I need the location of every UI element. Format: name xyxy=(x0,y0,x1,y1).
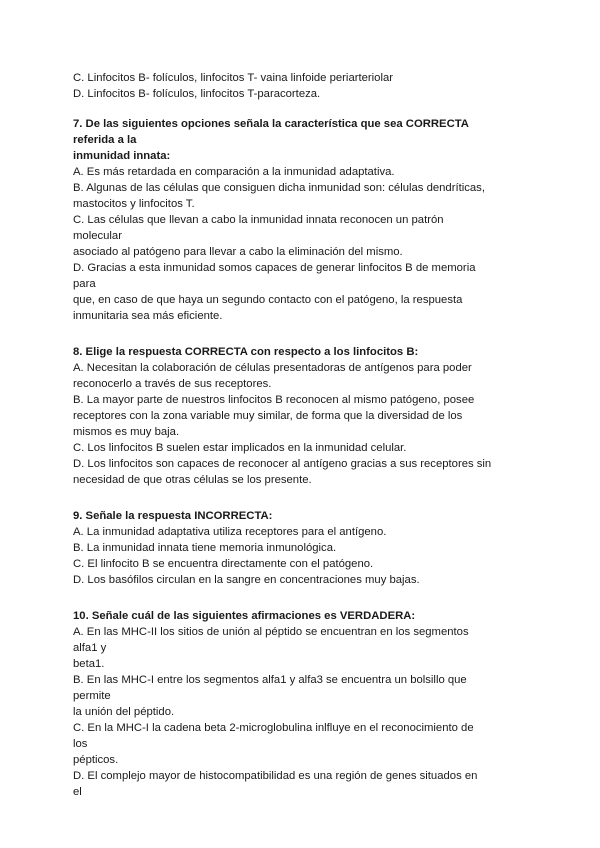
question-title-line: 7. De las siguientes opciones señala la característica que sea CORRECTA xyxy=(73,118,469,130)
question-title-line: inmunidad innata: xyxy=(73,150,171,162)
option-line: para xyxy=(73,278,96,290)
option-line: mastocitos y linfocitos T. xyxy=(73,198,195,210)
option-line: el xyxy=(73,786,82,798)
question-7 xyxy=(73,116,533,324)
question-title xyxy=(73,344,533,360)
question-title xyxy=(73,608,533,624)
option-line: los xyxy=(73,738,88,750)
option-line: pépticos. xyxy=(73,754,119,766)
question-title xyxy=(73,508,533,524)
question-title-line: referida a la xyxy=(73,134,137,146)
question-title-line: 8. Elige la respuesta CORRECTA con respecto a los linfocitos B: xyxy=(73,346,419,358)
option-line: D. Gracias a esta inmunidad somos capaces de generar linfocitos B de memoria xyxy=(73,262,476,274)
option-line: C. Las células que llevan a cabo la inmunidad innata reconocen un patrón xyxy=(73,214,444,226)
option-line: beta1. xyxy=(73,658,105,670)
option-line: D. Linfocitos B- folículos, linfocitos T-paracorteza. xyxy=(73,88,321,100)
option-line: A. Es más retardada en comparación a la inmunidad adaptativa. xyxy=(73,166,395,178)
option-line: B. Algunas de las células que consiguen dicha inmunidad son: células dendríticas, xyxy=(73,182,485,194)
option-line: receptores con la zona variable muy similar, de forma que la diversidad de los xyxy=(73,410,463,422)
option-line: C. El linfocito B se encuentra directamente con el patógeno. xyxy=(73,558,374,570)
option-line: asociado al patógeno para llevar a cabo la eliminación del mismo. xyxy=(73,246,403,258)
option-line: D. Los linfocitos son capaces de reconocer al antígeno gracias a sus receptores sin xyxy=(73,458,492,470)
option-line: molecular xyxy=(73,230,122,242)
option-line: B. La mayor parte de nuestros linfocitos B reconocen al mismo patógeno, posee xyxy=(73,394,475,406)
option-line: A. Necesitan la colaboración de células presentadoras de antígenos para poder xyxy=(73,362,472,374)
option-line: mismos es muy baja. xyxy=(73,426,180,438)
option-line: necesidad de que otras células se los presente. xyxy=(73,474,312,486)
document-page xyxy=(73,70,533,800)
option-line: C. Los linfocitos B suelen estar implicados en la inmunidad celular. xyxy=(73,442,407,454)
option-line: B. En las MHC-I entre los segmentos alfa1 y alfa3 se encuentra un bolsillo que xyxy=(73,674,467,686)
option-line: D. Los basófilos circulan en la sangre en concentraciones muy bajas. xyxy=(73,574,420,586)
option-line: A. En las MHC-II los sitios de unión al péptido se encuentran en los segmentos xyxy=(73,626,469,638)
option-line: D. El complejo mayor de histocompatibilidad es una región de genes situados en xyxy=(73,770,478,782)
question-title-line: 10. Señale cuál de las siguientes afirmaciones es VERDADERA: xyxy=(73,610,416,622)
question-title-line: 9. Señale la respuesta INCORRECTA: xyxy=(73,510,273,522)
question-9 xyxy=(73,508,533,588)
option-line: B. La inmunidad innata tiene memoria inmunológica. xyxy=(73,542,337,554)
question-title xyxy=(73,116,533,164)
option-line: permite xyxy=(73,690,111,702)
option-line: A. La inmunidad adaptativa utiliza receptores para el antígeno. xyxy=(73,526,387,538)
question-10 xyxy=(73,608,533,800)
option-line: alfa1 y xyxy=(73,642,107,654)
option-line: C. Linfocitos B- folículos, linfocitos T- vaina linfoide periarteriolar xyxy=(73,72,394,84)
option-line: inmunitaria sea más eficiente. xyxy=(73,310,223,322)
question-8 xyxy=(73,344,533,488)
option-line: la unión del péptido. xyxy=(73,706,175,718)
option-line: que, en caso de que haya un segundo contacto con el patógeno, la respuesta xyxy=(73,294,463,306)
option-line: reconocerlo a través de sus receptores. xyxy=(73,378,272,390)
intro-options xyxy=(73,70,533,102)
option-line: C. En la MHC-I la cadena beta 2-microglobulina inlfluye en el reconocimiento de xyxy=(73,722,474,734)
